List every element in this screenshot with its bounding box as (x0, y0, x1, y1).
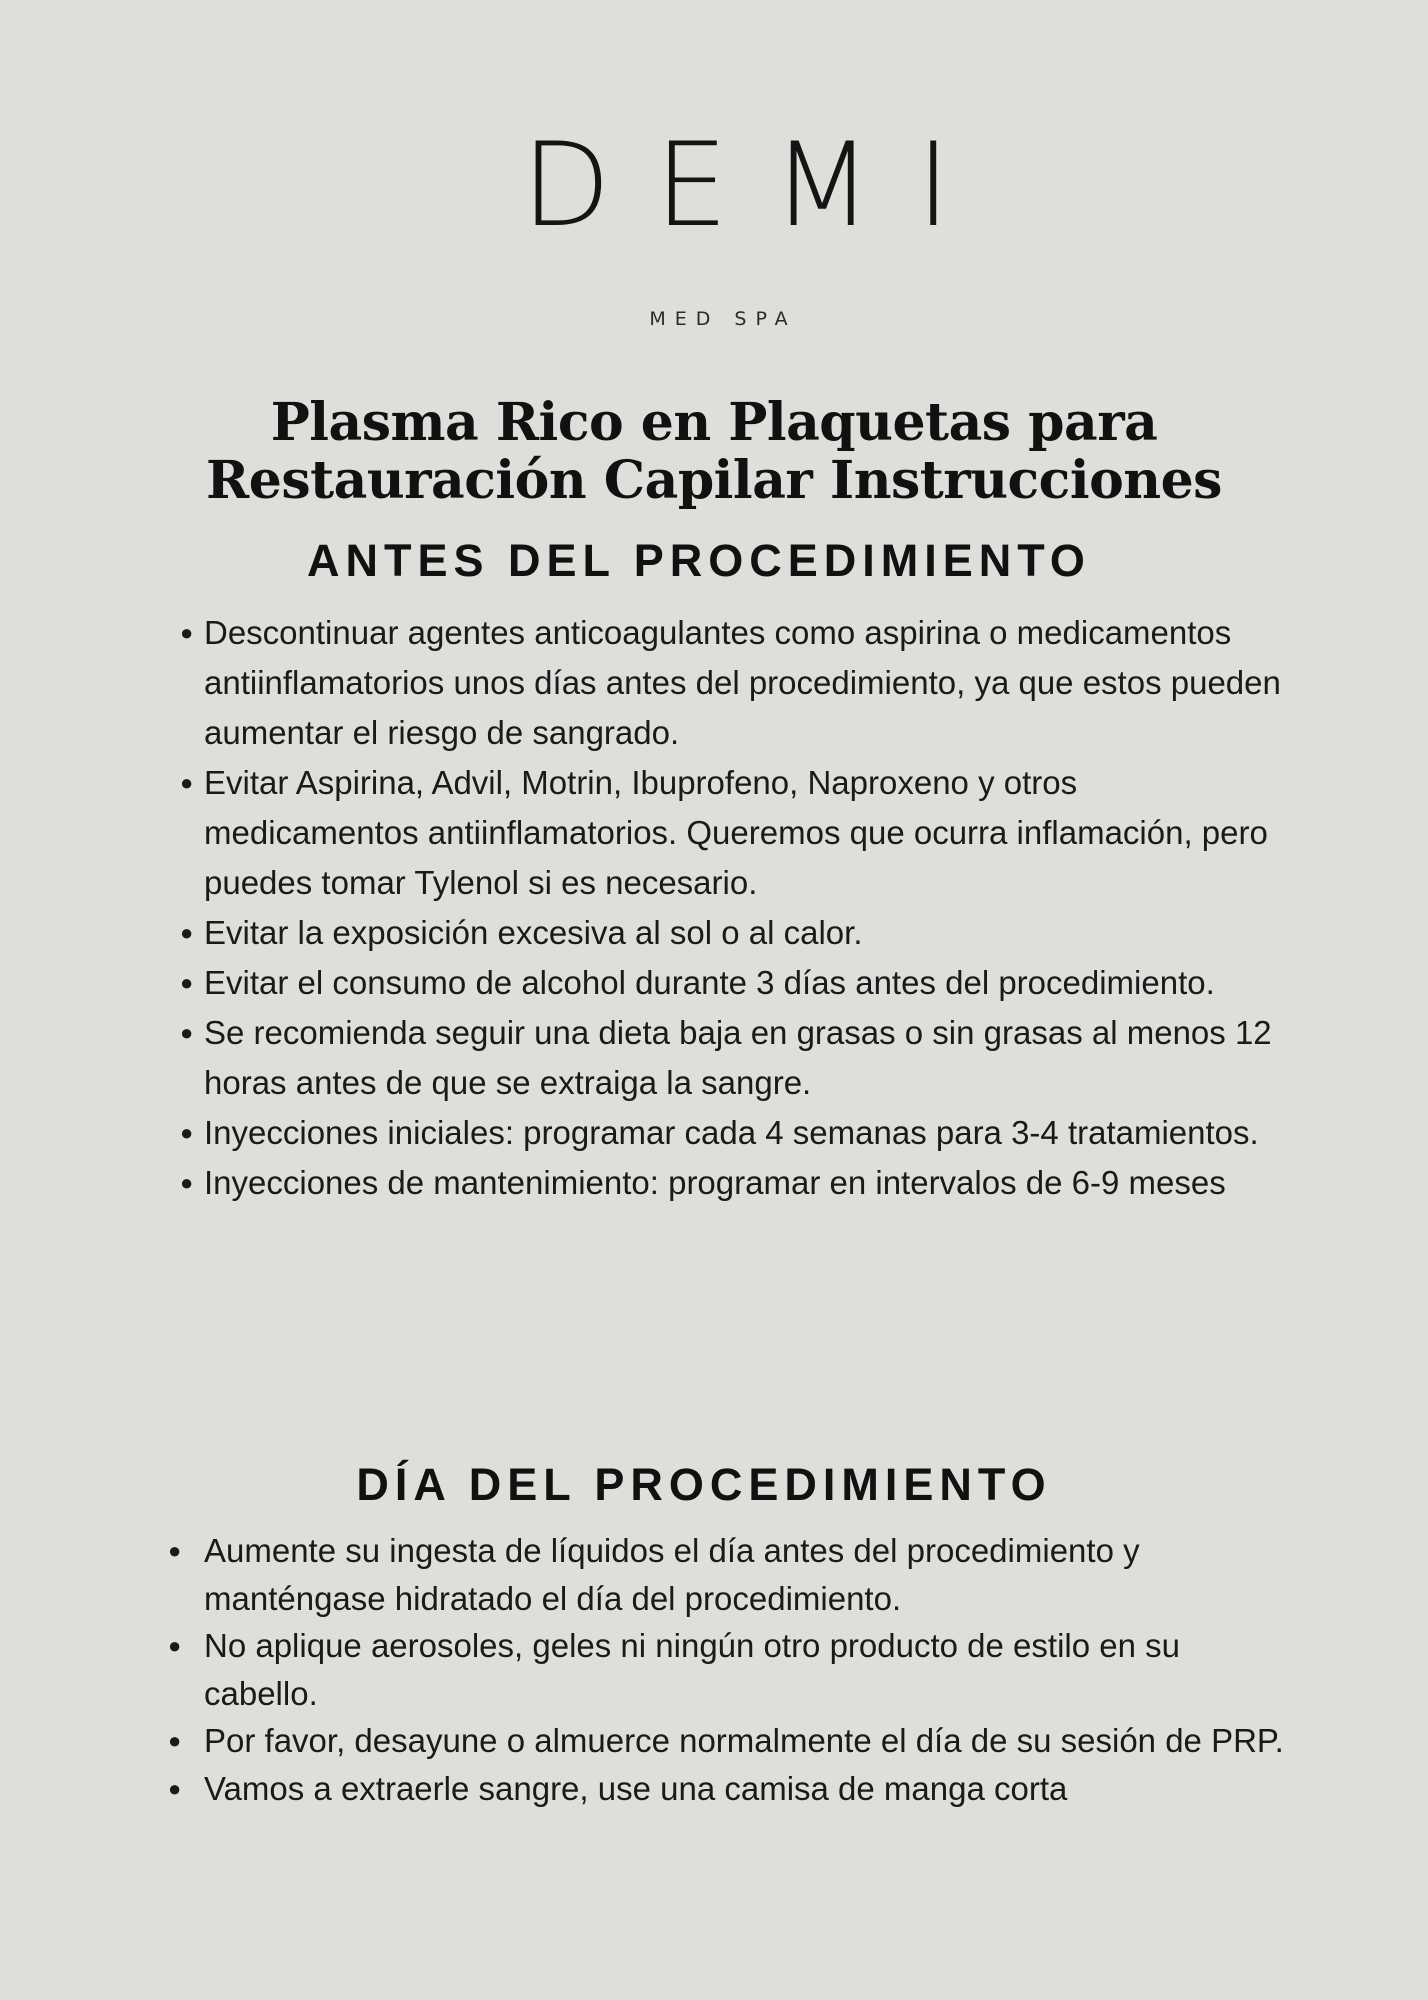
list-item (0, 1158, 1294, 1208)
list-item-text: Evitar la exposición excesiva al sol o al calor. (204, 914, 863, 951)
list-item-text: Inyecciones iniciales: programar cada 4 semanas para 3-4 tratamientos. (204, 1114, 1259, 1151)
bullet-icon: ● (180, 1120, 194, 1145)
bullet-icon: ● (180, 1020, 194, 1045)
list-item-text: Se recomienda seguir una dieta baja en grasas o sin grasas al menos 12 horas antes de que se extraiga la sangre. (204, 1014, 1272, 1101)
list-item-text: Aumente su ingesta de líquidos el día antes del procedimiento y manténgase hidratado el día del procedimiento. (204, 1532, 1140, 1617)
bullet-icon: ● (168, 1633, 182, 1658)
brand-subtitle: MED SPA (649, 308, 797, 330)
list-item (0, 1108, 1294, 1158)
list-item-text: Evitar Aspirina, Advil, Motrin, Ibuprofeno, Naproxeno y otros medicamentos antiinflamatorios. Queremos que ocurra inflamación, pero puedes tomar Tylenol si es necesario. (204, 764, 1268, 901)
list-item (0, 1765, 1294, 1813)
list-item (0, 758, 1294, 908)
bullet-icon: ● (180, 970, 194, 995)
list-item-text: Inyecciones de mantenimiento: programar en intervalos de 6-9 meses (204, 1164, 1226, 1201)
bullet-icon: ● (168, 1775, 182, 1801)
list-item (0, 958, 1294, 1008)
list-item (0, 1527, 1294, 1622)
page-title (0, 394, 1428, 510)
page-title-line-1: Plasma Rico en Plaquetas para (270, 392, 1158, 453)
bullet-icon: ● (180, 620, 194, 645)
section-heading-dia: DÍA DEL PROCEDIMIENTO (356, 1459, 1052, 1510)
list-item (0, 1008, 1294, 1108)
section-heading-antes: ANTES DEL PROCEDIMIENTO (307, 535, 1091, 586)
list-item-text: Descontinuar agentes anticoagulantes como aspirina o medicamentos antiinflamatorios unos días antes del procedimiento, ya que estos pueden aumentar el riesgo de sangrado. (204, 614, 1281, 751)
list-item-text: Evitar el consumo de alcohol durante 3 días antes del procedimiento. (204, 964, 1215, 1001)
dia-instructions-list (0, 1527, 1294, 1812)
list-item (0, 1717, 1294, 1765)
bullet-icon: ● (168, 1728, 182, 1753)
list-item-text: No aplique aerosoles, geles ni ningún otro producto de estilo en su cabello. (204, 1627, 1180, 1712)
brand-logo: DEMI (521, 118, 995, 253)
list-item (0, 608, 1294, 758)
antes-instructions-list (0, 608, 1294, 1208)
page-title-line-2: Restauración Capilar Instrucciones (206, 450, 1222, 511)
bullet-icon: ● (180, 770, 194, 795)
list-item-text: Vamos a extraerle sangre, use una camisa de manga corta (204, 1769, 1068, 1807)
list-item (0, 1622, 1294, 1717)
list-item-text: Por favor, desayune o almuerce normalmente el día de su sesión de PRP. (204, 1722, 1284, 1759)
bullet-icon: ● (168, 1538, 182, 1563)
list-item (0, 908, 1294, 958)
bullet-icon: ● (180, 1170, 194, 1195)
bullet-icon: ● (180, 920, 194, 945)
